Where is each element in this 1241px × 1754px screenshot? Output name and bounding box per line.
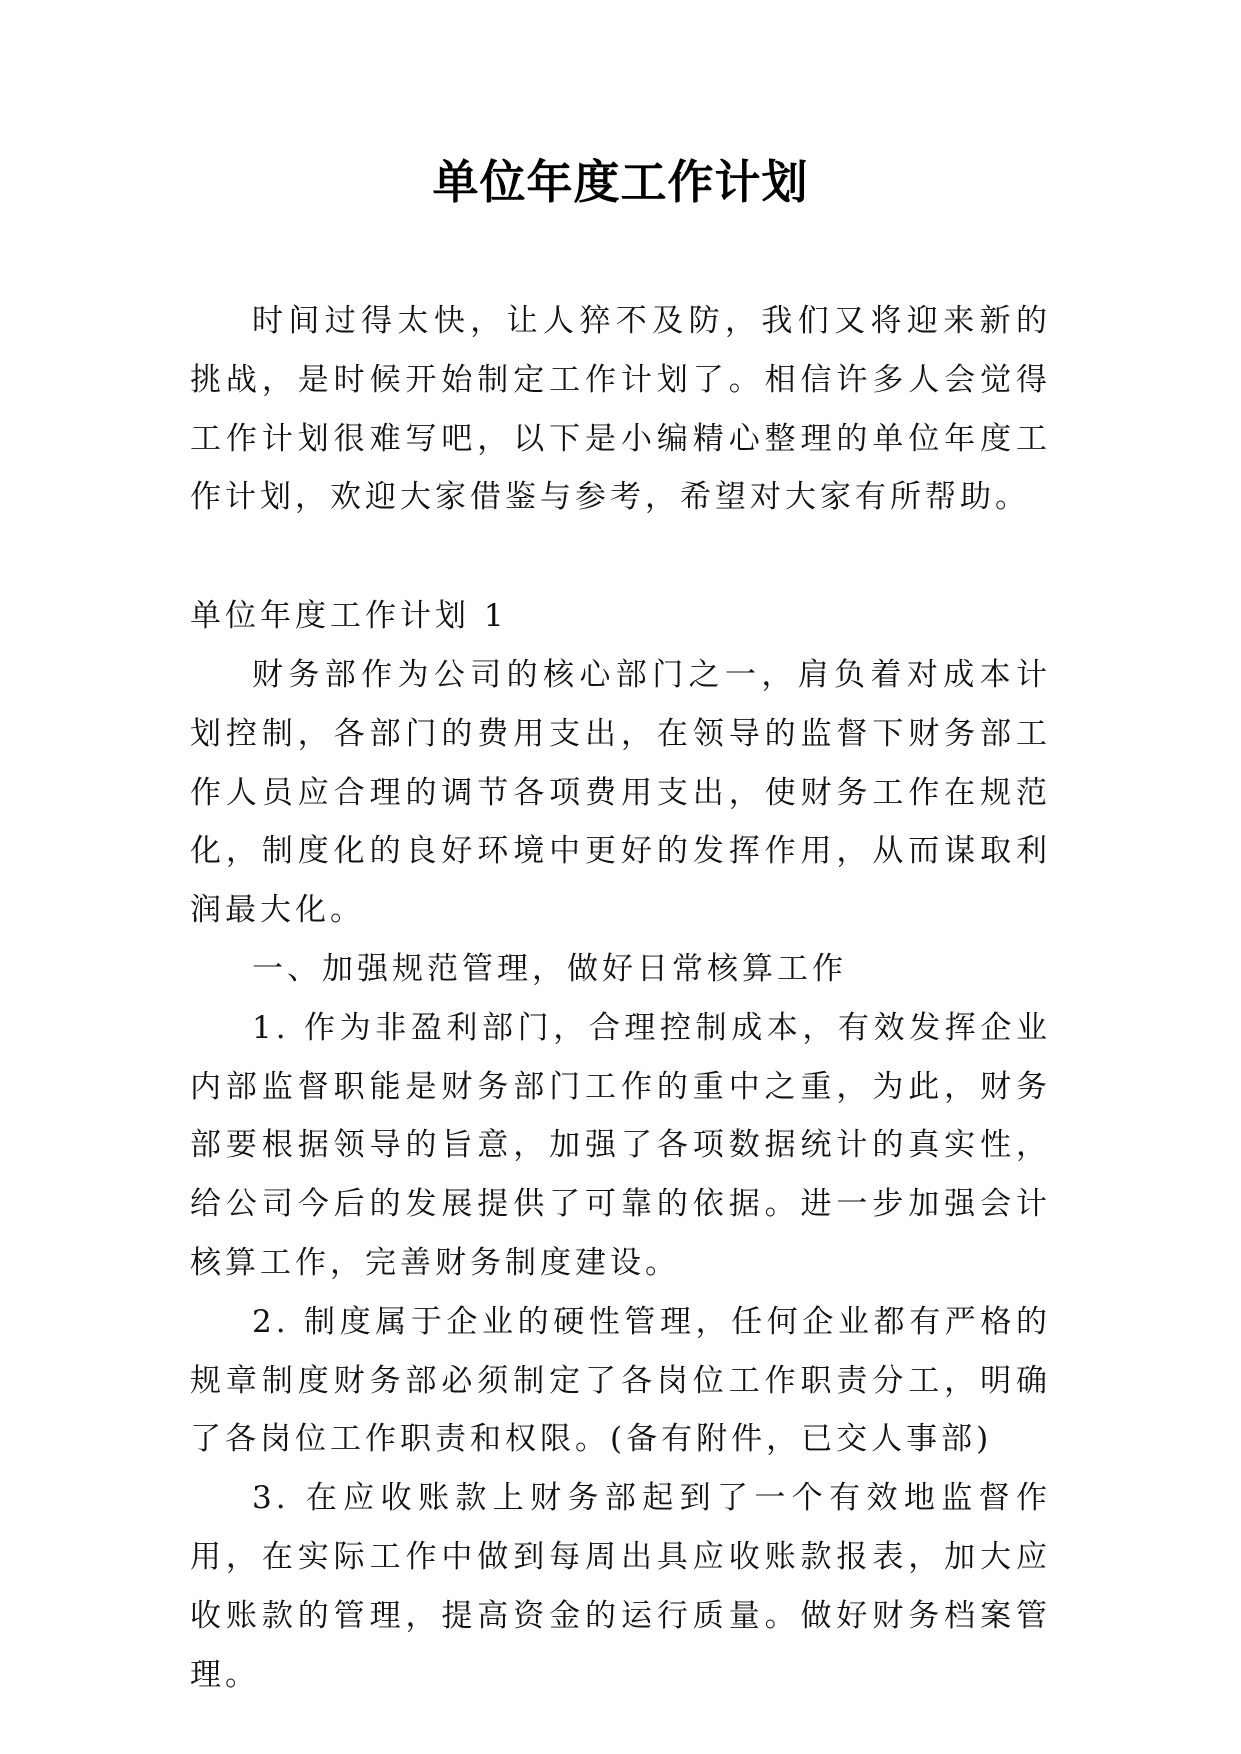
body-paragraph: 2. 制度属于企业的硬性管理，任何企业都有严格的规章制度财务部必须制定了各岗位工作职责分工，明确了各岗位工作职责和权限。(备有附件，已交人事部) — [190, 1303, 1051, 1458]
body-paragraph: 3. 在应收账款上财务部起到了一个有效地监督作用，在实际工作中做到每周出具应收账款报表，加大应收账款的管理，提高资金的运行质量。做好财务档案管理。 — [190, 1480, 1051, 1693]
document-title: 单位年度工作计划 — [432, 155, 809, 209]
body-paragraph: 财务部作为公司的核心部门之一，肩负着对成本计划控制，各部门的费用支出，在领导的监督下财务部工作人员应合理的调节各项费用支出，使财务工作在规范化，制度化的良好环境中更好的发挥作用，从而谋取利润最大化。 — [190, 656, 1051, 929]
body-paragraph: 1. 作为非盈利部门，合理控制成本，有效发挥企业内部监督职能是财务部门工作的重中之重，为此，财务部要根据领导的旨意，加强了各项数据统计的真实性，给公司今后的发展提供了可靠的依据。进一步加强会计核算工作，完善财务制度建设。 — [190, 1009, 1051, 1281]
paragraph-spacer — [190, 527, 1051, 587]
section-heading: 单位年度工作计划 1 — [190, 598, 508, 635]
subheading-paragraph: 一、加强规范管理，做好日常核算工作 — [252, 950, 847, 987]
intro-paragraph: 时间过得太快，让人猝不及防，我们又将迎来新的挑战，是时候开始制定工作计划了。相信许多人会觉得工作计划很难写吧，以下是小编精心整理的单位年度工作计划，欢迎大家借鉴与参考，希望对大家有所帮助。 — [190, 303, 1051, 516]
document-body — [190, 292, 1051, 1704]
